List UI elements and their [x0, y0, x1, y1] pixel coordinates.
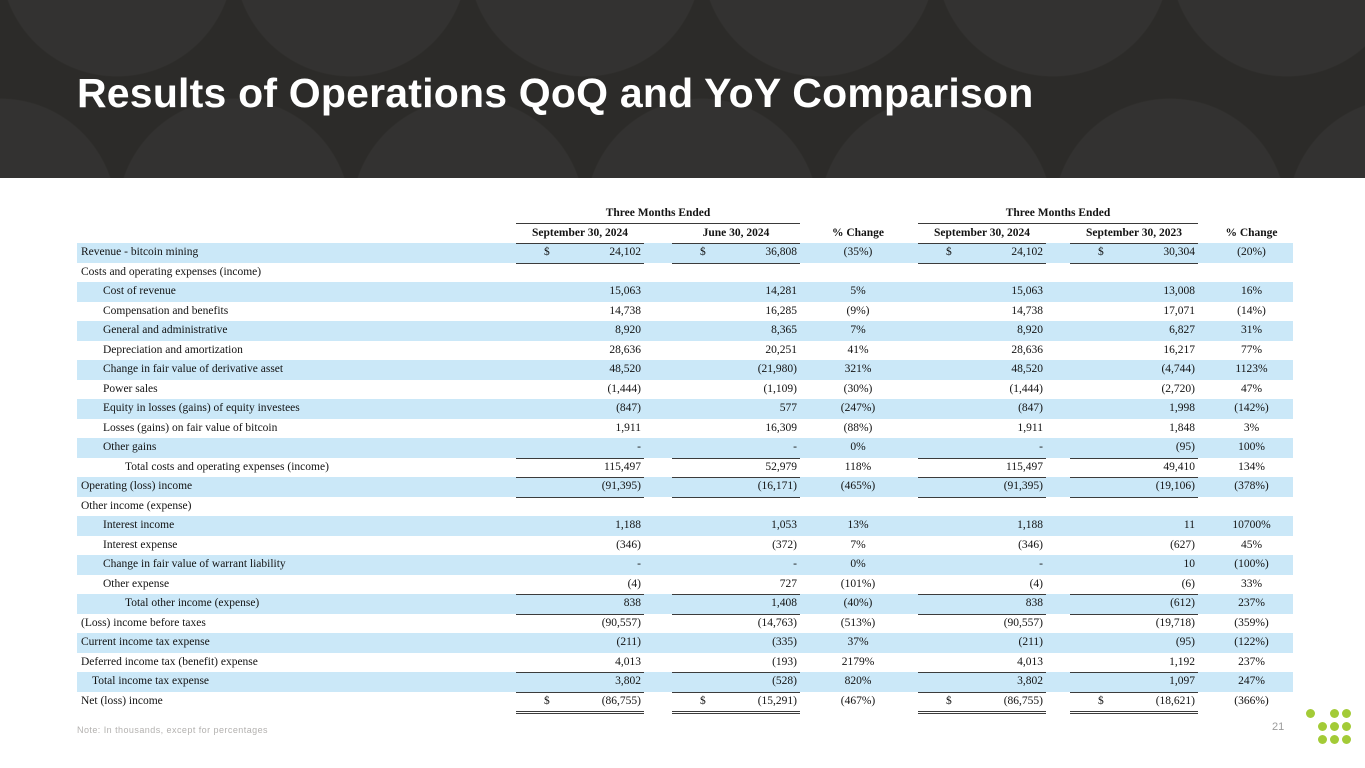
amount-cell: 14,738: [609, 304, 641, 317]
row-label: Equity in losses (gains) of equity investees: [103, 402, 300, 414]
pct-change-cell: 5%: [850, 285, 866, 297]
table-column-header-row: [77, 223, 1293, 243]
column-header-sep-30-2023: September 30, 2023: [1070, 223, 1198, 244]
row-label: Current income tax expense: [81, 636, 210, 648]
amount-cell: (1,444): [1009, 382, 1043, 395]
amount-cell: (86,755) $: [918, 692, 1046, 715]
pct-change-cell: (378%): [1234, 480, 1269, 492]
dollar-sign: $: [1098, 694, 1104, 707]
table-row: [77, 341, 1293, 361]
amount-cell: 727: [672, 575, 800, 596]
table-row: [77, 263, 1293, 283]
amount-cell: 24,102 $: [516, 243, 644, 264]
amount-cell: 8,365: [771, 324, 797, 336]
table-row: [77, 399, 1293, 419]
group-header-yoy: Three Months Ended: [918, 204, 1198, 224]
pct-change-cell: 10700%: [1232, 519, 1271, 531]
amount-cell: (14,763): [757, 616, 797, 629]
column-header-sep-30-2024-qoq: September 30, 2024: [516, 223, 644, 244]
pct-change-cell: 247%: [1238, 675, 1265, 687]
logo-dot: [1330, 709, 1339, 718]
column-header-jun-30-2024: June 30, 2024: [672, 223, 800, 244]
table-body: [77, 243, 1293, 711]
amount-cell: 1,192: [1070, 653, 1198, 674]
group-header-qoq: Three Months Ended: [516, 204, 800, 224]
amount-cell: -: [793, 558, 797, 570]
pct-change-cell: 31%: [1240, 324, 1263, 336]
table-row: [77, 594, 1293, 614]
table-row: [77, 536, 1293, 556]
pct-change-cell: 237%: [1238, 597, 1265, 609]
row-label: Operating (loss) income: [81, 480, 193, 492]
table-row: [77, 653, 1293, 673]
dollar-sign: $: [946, 694, 952, 707]
pct-change-cell: (88%): [843, 421, 873, 434]
amount-cell: 14,281: [765, 285, 797, 297]
logo-dot-empty: [1306, 735, 1315, 744]
logo-dot-empty: [1318, 709, 1327, 718]
pct-change-cell: 33%: [1240, 577, 1263, 590]
amount-cell: 577: [779, 402, 797, 414]
table-row: [77, 633, 1293, 653]
table-row: [77, 438, 1293, 458]
amount-cell: 15,063: [1011, 285, 1043, 297]
dollar-sign: $: [700, 246, 706, 258]
amount-cell: (21,980): [757, 363, 797, 375]
pct-change-cell: (142%): [1234, 402, 1269, 414]
pct-change-cell: 1123%: [1235, 363, 1268, 375]
amount-cell: 6,827: [1169, 324, 1195, 336]
pct-change-cell: (247%): [840, 402, 876, 414]
table-row: [77, 380, 1293, 400]
pct-change-cell: 237%: [1238, 655, 1265, 668]
pct-change-cell: (14%): [1237, 304, 1266, 317]
amount-cell: (90,557): [1003, 616, 1043, 629]
dollar-sign: $: [544, 694, 550, 707]
amount-cell: -: [1039, 558, 1043, 570]
pct-change-cell: (122%): [1234, 636, 1269, 648]
pct-change-cell: (20%): [1237, 246, 1266, 258]
amount-cell: (91,395): [918, 477, 1046, 498]
pct-change-cell: (513%): [840, 616, 876, 629]
amount-cell: -: [516, 438, 644, 459]
dollar-sign: $: [1098, 246, 1104, 258]
amount-cell: (6): [1070, 575, 1198, 596]
amount-cell: 48,520: [609, 363, 641, 375]
footnote: Note: In thousands, except for percentages: [77, 725, 269, 735]
logo-dot: [1342, 722, 1351, 731]
amount-cell: (372): [772, 538, 797, 551]
amount-cell: 48,520: [1011, 363, 1043, 375]
table-row: [77, 419, 1293, 439]
results-of-operations-table: [77, 204, 1293, 711]
pct-change-cell: (465%): [840, 480, 876, 492]
amount-cell: 115,497: [516, 458, 644, 479]
logo-dot: [1342, 735, 1351, 744]
amount-cell: 1,848: [1169, 421, 1195, 434]
table-row: [77, 321, 1293, 341]
dollar-sign: $: [946, 246, 952, 258]
amount-cell: (2,720): [1161, 382, 1195, 395]
table-row: [77, 302, 1293, 322]
amount-cell: 1,998: [1169, 402, 1195, 414]
amount-cell: (211): [1018, 636, 1043, 648]
table-row: [77, 477, 1293, 497]
row-label: Interest income: [103, 519, 175, 531]
pct-change-cell: 321%: [844, 363, 872, 375]
amount-cell: 30,304 $: [1070, 243, 1198, 264]
row-label: Other expense: [103, 577, 170, 590]
row-label: Total income tax expense: [92, 675, 210, 687]
amount-cell: (19,718): [1155, 616, 1195, 629]
amount-cell: 36,808 $: [672, 243, 800, 264]
pct-change-cell: 41%: [847, 343, 869, 356]
amount-cell: 49,410: [1070, 458, 1198, 479]
amount-cell: 4,013: [918, 653, 1046, 674]
amount-cell: 11: [1183, 519, 1195, 531]
amount-cell: (528): [672, 672, 800, 693]
dollar-sign: $: [700, 694, 706, 707]
pct-change-cell: (366%): [1234, 694, 1269, 707]
amount-cell: -: [672, 438, 800, 459]
pct-change-cell: 0%: [850, 558, 866, 570]
row-label: Cost of revenue: [103, 285, 176, 297]
pct-change-cell: 820%: [844, 675, 872, 687]
table-group-header-row: [77, 204, 1293, 223]
table-row: [77, 243, 1293, 263]
pct-change-cell: 2179%: [841, 655, 875, 668]
amount-cell: (346): [1018, 538, 1043, 551]
amount-cell: 15,063: [609, 285, 641, 297]
amount-cell: 16,217: [1163, 343, 1195, 356]
amount-cell: (612): [1070, 594, 1198, 615]
table-row: [77, 614, 1293, 634]
amount-cell: (91,395): [516, 477, 644, 498]
table-row: [77, 555, 1293, 575]
pct-change-cell: 7%: [850, 538, 866, 551]
amount-cell: (4): [918, 575, 1046, 596]
amount-cell: 8,920: [615, 324, 641, 336]
amount-cell: 4,013: [516, 653, 644, 674]
amount-cell: (847): [616, 402, 641, 414]
amount-cell: (193): [672, 653, 800, 674]
amount-cell: 20,251: [765, 343, 797, 356]
pct-change-cell: 118%: [844, 460, 872, 473]
logo-dot-empty: [1306, 722, 1315, 731]
amount-cell: 838: [516, 594, 644, 615]
pct-change-cell: (100%): [1234, 558, 1269, 570]
amount-cell: 3,802: [918, 672, 1046, 693]
logo-dot: [1330, 735, 1339, 744]
amount-cell: -: [637, 558, 641, 570]
pct-change-cell: 100%: [1238, 441, 1265, 453]
amount-cell: 1,188: [1017, 519, 1043, 531]
amount-cell: 17,071: [1163, 304, 1195, 317]
page-number: 21: [1272, 721, 1285, 733]
amount-cell: (16,171): [672, 477, 800, 498]
amount-cell: 3,802: [516, 672, 644, 693]
table-row: [77, 575, 1293, 595]
slide-header-band: [0, 0, 1365, 178]
dollar-sign: $: [544, 246, 550, 258]
row-label: Total costs and operating expenses (income): [125, 460, 329, 473]
amount-cell: 14,738: [1011, 304, 1043, 317]
pct-change-cell: 7%: [850, 324, 866, 336]
amount-cell: (90,557): [601, 616, 641, 629]
amount-cell: 13,008: [1163, 285, 1195, 297]
amount-cell: (4,744): [1161, 363, 1195, 375]
amount-cell: (95): [1070, 438, 1198, 459]
logo-dot: [1342, 709, 1351, 718]
logo-dot: [1330, 722, 1339, 731]
row-label: Change in fair value of derivative asset: [103, 363, 284, 375]
table-row: [77, 458, 1293, 478]
amount-cell: 838: [918, 594, 1046, 615]
amount-cell: (18,621) $: [1070, 692, 1198, 715]
logo-dot: [1318, 722, 1327, 731]
pct-change-cell: 77%: [1240, 343, 1263, 356]
table-row: [77, 672, 1293, 692]
amount-cell: (211): [616, 636, 641, 648]
pct-change-cell: 16%: [1240, 285, 1263, 297]
amount-cell: 1,408: [672, 594, 800, 615]
table-row: [77, 497, 1293, 517]
amount-cell: 1,911: [1017, 421, 1043, 434]
amount-cell: -: [918, 438, 1046, 459]
column-header-pct-change-qoq: % Change: [831, 227, 885, 239]
amount-cell: 115,497: [918, 458, 1046, 479]
pct-change-cell: 47%: [1240, 382, 1263, 395]
amount-cell: 1,188: [615, 519, 641, 531]
amount-cell: (335): [772, 636, 797, 648]
row-label: Change in fair value of warrant liability: [103, 558, 286, 570]
amount-cell: (346): [616, 538, 641, 551]
amount-cell: (847): [1018, 402, 1043, 414]
row-label: Revenue - bitcoin mining: [81, 246, 199, 258]
row-label: Costs and operating expenses (income): [81, 265, 262, 278]
table-row: [77, 516, 1293, 536]
amount-cell: 1,053: [771, 519, 797, 531]
pct-change-cell: 37%: [847, 636, 869, 648]
row-label: Total other income (expense): [125, 597, 260, 609]
row-label: Other income (expense): [81, 499, 192, 512]
pct-change-cell: (35%): [843, 246, 873, 258]
logo-dot: [1306, 709, 1315, 718]
page-title: Results of Operations QoQ and YoY Comparison: [77, 70, 1034, 116]
pct-change-cell: 13%: [847, 519, 869, 531]
amount-cell: (15,291) $: [672, 692, 800, 715]
row-label: (Loss) income before taxes: [81, 616, 206, 629]
amount-cell: 52,979: [672, 458, 800, 479]
pct-change-cell: 134%: [1238, 460, 1265, 473]
amount-cell: (86,755) $: [516, 692, 644, 715]
row-label: Deferred income tax (benefit) expense: [81, 655, 258, 668]
amount-cell: 24,102 $: [918, 243, 1046, 264]
amount-cell: 8,920: [1017, 324, 1043, 336]
row-label: General and administrative: [103, 324, 228, 336]
amount-cell: (19,106): [1070, 477, 1198, 498]
row-label: Other gains: [103, 441, 157, 453]
row-label: Power sales: [103, 382, 158, 395]
amount-cell: 16,309: [765, 421, 797, 434]
row-label: Net (loss) income: [81, 694, 163, 707]
amount-cell: 16,285: [765, 304, 797, 317]
row-label: Losses (gains) on fair value of bitcoin: [103, 421, 278, 434]
row-label: Depreciation and amortization: [103, 343, 243, 356]
pct-change-cell: (359%): [1234, 616, 1269, 629]
table-row: [77, 360, 1293, 380]
pct-change-cell: (30%): [843, 382, 873, 395]
amount-cell: (95): [1175, 636, 1195, 648]
pct-change-cell: 3%: [1243, 421, 1260, 434]
amount-cell: (1,109): [763, 382, 797, 395]
column-header-pct-change-yoy: % Change: [1225, 227, 1278, 239]
amount-cell: 28,636: [609, 343, 641, 356]
logo-dot: [1318, 735, 1327, 744]
pct-change-cell: (101%): [840, 577, 876, 590]
table-row: [77, 692, 1293, 712]
column-header-sep-30-2024-yoy: September 30, 2024: [918, 223, 1046, 244]
pct-change-cell: (467%): [840, 694, 876, 707]
row-label: Interest expense: [103, 538, 178, 551]
amount-cell: (1,444): [607, 382, 641, 395]
amount-cell: 10: [1183, 558, 1195, 570]
pct-change-cell: (40%): [843, 597, 873, 609]
pct-change-cell: (9%): [846, 304, 870, 317]
amount-cell: (627): [1170, 538, 1195, 551]
amount-cell: 28,636: [1011, 343, 1043, 356]
pct-change-cell: 45%: [1240, 538, 1263, 551]
row-label: Compensation and benefits: [103, 304, 229, 317]
company-logo-icon: [1306, 709, 1351, 744]
amount-cell: (4): [516, 575, 644, 596]
amount-cell: 1,097: [1070, 672, 1198, 693]
amount-cell: 1,911: [615, 421, 641, 434]
table-row: [77, 282, 1293, 302]
pct-change-cell: 0%: [850, 441, 866, 453]
